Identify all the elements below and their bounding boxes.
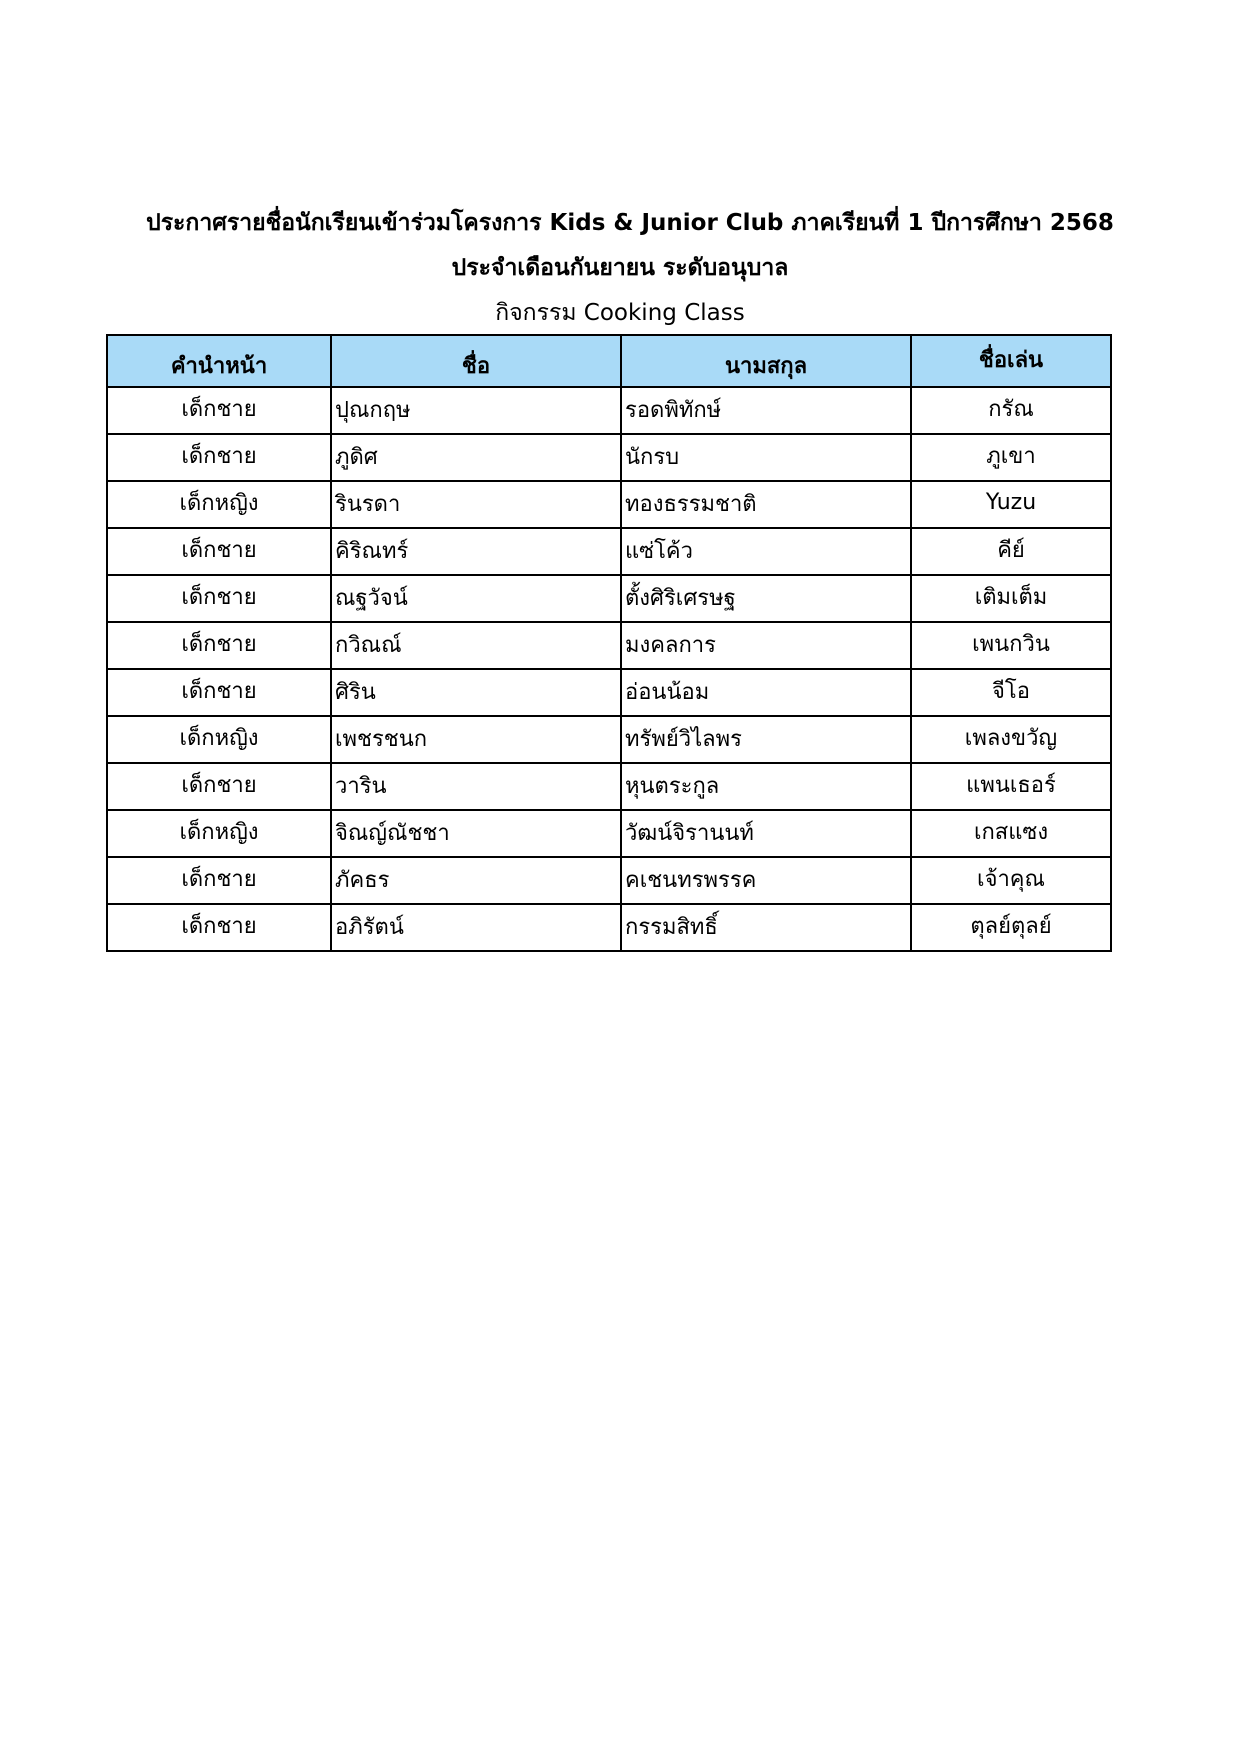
cell-last-name: ตั้งศิริเศรษฐ <box>621 575 911 622</box>
table-row <box>107 810 1111 857</box>
cell-nickname: ภูเขา <box>911 434 1111 481</box>
cell-first-name: อภิรัตน์ <box>331 904 621 951</box>
cell-first-name: ภูดิศ <box>331 434 621 481</box>
cell-nickname: กรัณ <box>911 387 1111 434</box>
cell-prefix: เด็กหญิง <box>107 810 331 857</box>
cell-prefix: เด็กชาย <box>107 622 331 669</box>
cell-last-name: แซ่โค้ว <box>621 528 911 575</box>
cell-prefix: เด็กชาย <box>107 904 331 951</box>
announcement-title: ประกาศรายชื่อนักเรียนเข้าร่วมโครงการ Kids & Junior Club ภาคเรียนที่ 1 ปีการศึกษา 2568 <box>146 210 1114 236</box>
cell-first-name: กวิณณ์ <box>331 622 621 669</box>
cell-first-name: เพชรชนก <box>331 716 621 763</box>
cell-prefix: เด็กหญิง <box>107 481 331 528</box>
column-header-prefix: คำนำหน้า <box>107 335 331 387</box>
cell-last-name: คเชนทรพรรค <box>621 857 911 904</box>
cell-first-name: ปุณกฤษ <box>331 387 621 434</box>
cell-nickname: เพนกวิน <box>911 622 1111 669</box>
cell-last-name: มงคลการ <box>621 622 911 669</box>
cell-nickname: คีย์ <box>911 528 1111 575</box>
cell-prefix: เด็กชาย <box>107 763 331 810</box>
cell-prefix: เด็กชาย <box>107 669 331 716</box>
cell-last-name: นักรบ <box>621 434 911 481</box>
activity-title: กิจกรรม Cooking Class <box>495 300 745 326</box>
table-row <box>107 716 1111 763</box>
table-row <box>107 763 1111 810</box>
cell-prefix: เด็กหญิง <box>107 716 331 763</box>
cell-nickname: ตุลย์ตุลย์ <box>911 904 1111 951</box>
cell-prefix: เด็กชาย <box>107 857 331 904</box>
cell-last-name: วัฒน์จิรานนท์ <box>621 810 911 857</box>
column-header-first-name: ชื่อ <box>331 335 621 387</box>
table-row <box>107 575 1111 622</box>
table-row <box>107 528 1111 575</box>
table-header-row <box>107 335 1111 387</box>
cell-prefix: เด็กชาย <box>107 434 331 481</box>
announcement-subtitle: ประจำเดือนกันยายน ระดับอนุบาล <box>451 255 789 281</box>
column-header-nickname: ชื่อเล่น <box>911 335 1111 387</box>
cell-first-name: ภัคธร <box>331 857 621 904</box>
cell-first-name: ณฐวัจน์ <box>331 575 621 622</box>
table-row <box>107 622 1111 669</box>
cell-first-name: คิริณทร์ <box>331 528 621 575</box>
cell-nickname: Yuzu <box>911 481 1111 528</box>
table-row <box>107 904 1111 951</box>
table-row <box>107 434 1111 481</box>
cell-first-name: ศิริน <box>331 669 621 716</box>
cell-last-name: ทรัพย์วิไลพร <box>621 716 911 763</box>
cell-nickname: เจ้าคุณ <box>911 857 1111 904</box>
cell-first-name: จิณญ์ณัชชา <box>331 810 621 857</box>
cell-last-name: อ่อนน้อม <box>621 669 911 716</box>
table-row <box>107 669 1111 716</box>
table-row <box>107 387 1111 434</box>
cell-first-name: รินรดา <box>331 481 621 528</box>
student-roster-table <box>106 334 1112 952</box>
column-header-last-name: นามสกุล <box>621 335 911 387</box>
cell-last-name: กรรมสิทธิ์ <box>621 904 911 951</box>
cell-last-name: รอดพิทักษ์ <box>621 387 911 434</box>
cell-nickname: แพนเธอร์ <box>911 763 1111 810</box>
cell-nickname: จีโอ <box>911 669 1111 716</box>
cell-prefix: เด็กชาย <box>107 575 331 622</box>
cell-nickname: เติมเต็ม <box>911 575 1111 622</box>
cell-last-name: หุนตระกูล <box>621 763 911 810</box>
cell-prefix: เด็กชาย <box>107 528 331 575</box>
cell-first-name: วาริน <box>331 763 621 810</box>
cell-prefix: เด็กชาย <box>107 387 331 434</box>
table-row <box>107 481 1111 528</box>
cell-nickname: เกสแซง <box>911 810 1111 857</box>
cell-last-name: ทองธรรมชาติ <box>621 481 911 528</box>
cell-nickname: เพลงขวัญ <box>911 716 1111 763</box>
table-row <box>107 857 1111 904</box>
